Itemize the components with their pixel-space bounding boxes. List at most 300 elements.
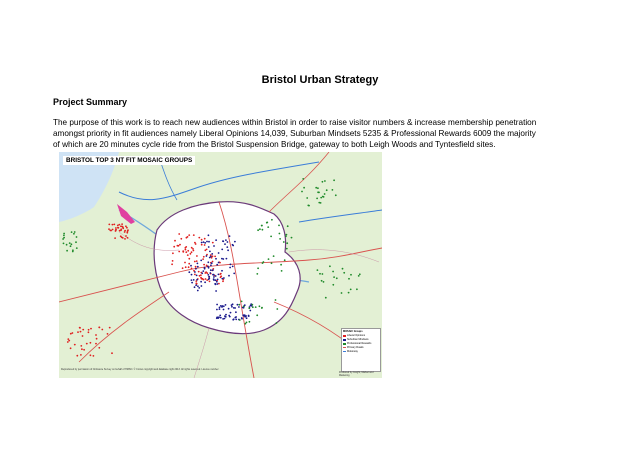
liberal-opinions-dot <box>114 237 116 239</box>
suburban-mindsets-dot <box>233 273 235 275</box>
professional-rewards-dot <box>259 305 261 307</box>
suburban-mindsets-dot <box>208 241 210 243</box>
professional-rewards-dot <box>318 202 320 204</box>
suburban-mindsets-dot <box>191 274 193 276</box>
professional-rewards-dot <box>278 225 280 227</box>
suburban-mindsets-dot <box>216 309 218 311</box>
map-graphic <box>59 152 382 378</box>
professional-rewards-dot <box>261 225 263 227</box>
suburban-mindsets-dot <box>210 264 212 266</box>
liberal-opinions-dot <box>203 264 205 266</box>
liberal-opinions-dot <box>191 268 193 270</box>
suburban-mindsets-dot <box>197 266 199 268</box>
suburban-mindsets-dot <box>219 315 221 317</box>
liberal-opinions-dot <box>203 256 205 258</box>
suburban-mindsets-dot <box>215 258 217 260</box>
liberal-opinions-dot <box>201 278 203 280</box>
professional-rewards-dot <box>267 226 269 228</box>
suburban-mindsets-dot <box>216 281 218 283</box>
professional-rewards-dot <box>268 258 270 260</box>
liberal-opinions-dot <box>90 342 92 344</box>
liberal-opinions-dot <box>206 249 208 251</box>
suburban-mindsets-dot <box>196 279 198 281</box>
suburban-mindsets-dot <box>249 310 251 312</box>
suburban-mindsets-dot <box>227 241 229 243</box>
professional-rewards-dot <box>324 180 326 182</box>
liberal-opinions-dot <box>88 331 90 333</box>
suburban-mindsets-dot <box>197 285 199 287</box>
suburban-mindsets-dot <box>234 241 236 243</box>
legend-item <box>343 346 379 349</box>
professional-rewards-dot <box>261 307 263 309</box>
professional-rewards-dot <box>69 242 71 244</box>
suburban-mindsets-dot <box>191 282 193 284</box>
suburban-mindsets-dot <box>195 268 197 270</box>
professional-rewards-dot <box>326 189 328 191</box>
suburban-mindsets-dot <box>227 249 229 251</box>
professional-rewards-dot <box>318 192 320 194</box>
professional-rewards-dot <box>249 321 251 323</box>
liberal-opinions-dot <box>98 327 100 329</box>
professional-rewards-dot <box>281 270 283 272</box>
liberal-opinions-dot <box>185 266 187 268</box>
professional-rewards-dot <box>270 236 272 238</box>
suburban-mindsets-dot <box>196 275 198 277</box>
professional-rewards-dot <box>343 272 345 274</box>
liberal-opinions-dot <box>190 253 192 255</box>
professional-rewards-dot <box>71 231 73 233</box>
professional-rewards-dot <box>317 187 319 189</box>
liberal-opinions-dot <box>203 279 205 281</box>
suburban-mindsets-dot <box>226 246 228 248</box>
professional-rewards-dot <box>319 273 321 275</box>
professional-rewards-dot <box>348 278 350 280</box>
liberal-opinions-dot <box>196 255 198 257</box>
legend-swatch <box>343 351 346 352</box>
liberal-opinions-dot <box>173 246 175 248</box>
motorway <box>119 162 319 200</box>
professional-rewards-dot <box>317 269 319 271</box>
liberal-opinions-dot <box>124 230 126 232</box>
professional-rewards-dot <box>286 248 288 250</box>
map-producer-credit: Produced by Insight, Market and Marketing <box>339 371 374 377</box>
liberal-opinions-dot <box>124 238 126 240</box>
liberal-opinions-dot <box>174 240 176 242</box>
suburban-mindsets-dot <box>209 272 211 274</box>
suburban-mindsets-dot <box>225 239 227 241</box>
professional-rewards-dot <box>336 277 338 279</box>
liberal-opinions-dot <box>74 344 76 346</box>
liberal-opinions-dot <box>96 338 98 340</box>
liberal-opinions-dot <box>182 250 184 252</box>
professional-rewards-dot <box>66 244 68 246</box>
suburban-mindsets-dot <box>210 269 212 271</box>
suburban-mindsets-dot <box>191 279 193 281</box>
professional-rewards-dot <box>286 242 288 244</box>
liberal-opinions-dot <box>127 237 129 239</box>
liberal-opinions-dot <box>118 227 120 229</box>
liberal-opinions-dot <box>191 247 193 249</box>
professional-rewards-dot <box>306 197 308 199</box>
professional-rewards-dot <box>303 187 305 189</box>
paragraph-line: of which are 20 minutes cycle ride from the Bristol Suspension Bridge, gateway to both Leigh Woods and Tyntesfield sites. <box>53 140 496 149</box>
liberal-opinions-dot <box>115 229 117 231</box>
suburban-mindsets-dot <box>212 269 214 271</box>
suburban-mindsets-dot <box>203 241 205 243</box>
liberal-opinions-dot <box>220 273 222 275</box>
liberal-opinions-dot <box>107 333 109 335</box>
suburban-mindsets-dot <box>237 304 239 306</box>
liberal-opinions-dot <box>187 254 189 256</box>
professional-rewards-dot <box>266 222 268 224</box>
professional-rewards-dot <box>238 304 240 306</box>
legend-item <box>343 334 379 337</box>
liberal-opinions-dot <box>122 226 124 228</box>
suburban-mindsets-dot <box>197 263 199 265</box>
paragraph-line: amongst priority in fit audiences namely Liberal Opinions 14,039, Suburban Mindsets 5235 & Professional Rewards 6009 the majority <box>53 129 536 138</box>
suburban-mindsets-dot <box>232 303 234 305</box>
legend-item <box>343 350 379 353</box>
suburban-mindsets-dot <box>234 317 236 319</box>
suburban-mindsets-dot <box>200 260 202 262</box>
professional-rewards-dot <box>307 205 309 207</box>
liberal-opinions-dot <box>188 258 190 260</box>
professional-rewards-dot <box>285 235 287 237</box>
liberal-opinions-dot <box>67 338 69 340</box>
liberal-opinions-dot <box>204 244 206 246</box>
liberal-opinions-dot <box>214 256 216 258</box>
liberal-opinions-dot <box>200 274 202 276</box>
liberal-opinions-dot <box>126 227 128 229</box>
liberal-opinions-dot <box>67 341 69 343</box>
professional-rewards-dot <box>324 193 326 195</box>
liberal-opinions-dot <box>187 250 189 252</box>
liberal-opinions-dot <box>77 331 79 333</box>
liberal-opinions-dot <box>82 335 84 337</box>
suburban-mindsets-dot <box>204 242 206 244</box>
liberal-opinions-dot <box>101 329 103 331</box>
suburban-mindsets-dot <box>190 265 192 267</box>
liberal-opinions-dot <box>121 223 123 225</box>
professional-rewards-dot <box>276 308 278 310</box>
suburban-mindsets-dot <box>213 276 215 278</box>
liberal-opinions-dot <box>86 343 88 345</box>
map-credit: Reproduced by permission of Ordnance Survey on behalf of HMSO. © Crown copyright and database right 2013. All rights reserved. Licence number <box>61 368 219 371</box>
liberal-opinions-dot <box>79 327 81 329</box>
professional-rewards-dot <box>329 265 331 267</box>
suburban-mindsets-dot <box>211 253 213 255</box>
liberal-opinions-dot <box>111 352 113 354</box>
liberal-opinions-dot <box>212 242 214 244</box>
suburban-mindsets-dot <box>223 309 225 311</box>
professional-rewards-dot <box>248 307 250 309</box>
liberal-opinions-dot <box>120 225 122 227</box>
legend-item <box>343 342 379 345</box>
legend-swatch <box>343 335 346 337</box>
liberal-opinions-dot <box>83 349 85 351</box>
professional-rewards-dot <box>316 198 318 200</box>
suburban-mindsets-dot <box>197 290 199 292</box>
suburban-mindsets-dot <box>213 245 215 247</box>
professional-rewards-dot <box>243 306 245 308</box>
liberal-opinions-dot <box>117 225 119 227</box>
professional-rewards-dot <box>271 262 273 264</box>
suburban-mindsets-dot <box>194 271 196 273</box>
professional-rewards-dot <box>322 181 324 183</box>
suburban-mindsets-dot <box>213 278 215 280</box>
liberal-opinions-dot <box>178 233 180 235</box>
suburban-mindsets-dot <box>204 267 206 269</box>
suburban-mindsets-dot <box>229 267 231 269</box>
page-title: Bristol Urban Strategy <box>261 74 379 86</box>
liberal-opinions-dot <box>82 329 84 331</box>
professional-rewards-dot <box>255 306 257 308</box>
liberal-opinions-dot <box>122 237 124 239</box>
liberal-opinions-dot <box>113 224 115 226</box>
professional-rewards-dot <box>63 235 65 237</box>
professional-rewards-dot <box>279 238 281 240</box>
suburban-mindsets-dot <box>228 308 230 310</box>
professional-rewards-dot <box>323 281 325 283</box>
professional-rewards-dot <box>291 237 293 239</box>
suburban-mindsets-dot <box>206 255 208 257</box>
liberal-opinions-dot <box>72 332 74 334</box>
suburban-mindsets-dot <box>228 275 230 277</box>
liberal-opinions-dot <box>182 267 184 269</box>
professional-rewards-dot <box>259 228 261 230</box>
liberal-opinions-dot <box>172 260 174 262</box>
liberal-opinions-dot <box>112 229 114 231</box>
suburban-mindsets-dot <box>216 317 218 319</box>
suburban-mindsets-dot <box>198 287 200 289</box>
suburban-mindsets-dot <box>206 241 208 243</box>
suburban-mindsets-dot <box>201 285 203 287</box>
liberal-opinions-dot <box>184 262 186 264</box>
suburban-mindsets-dot <box>229 235 231 237</box>
liberal-opinions-dot <box>172 252 174 254</box>
professional-rewards-dot <box>350 289 352 291</box>
suburban-mindsets-dot <box>231 306 233 308</box>
professional-rewards-dot <box>325 297 327 299</box>
legend-label: Professional Rewards <box>347 342 372 345</box>
liberal-opinions-dot <box>195 282 197 284</box>
liberal-opinions-dot <box>206 272 208 274</box>
suburban-mindsets-dot <box>215 279 217 281</box>
suburban-mindsets-dot <box>215 239 217 241</box>
liberal-opinions-dot <box>179 244 181 246</box>
professional-rewards-dot <box>73 233 75 235</box>
suburban-mindsets-dot <box>193 279 195 281</box>
suburban-mindsets-dot <box>216 264 218 266</box>
liberal-opinions-dot <box>194 261 196 263</box>
suburban-mindsets-dot <box>201 272 203 274</box>
liberal-opinions-dot <box>196 260 198 262</box>
liberal-opinions-dot <box>120 235 122 237</box>
professional-rewards-dot <box>342 268 344 270</box>
liberal-opinions-dot <box>70 333 72 335</box>
liberal-opinions-dot <box>120 228 122 230</box>
suburban-mindsets-dot <box>241 318 243 320</box>
liberal-opinions-dot <box>185 249 187 251</box>
professional-rewards-dot <box>256 273 258 275</box>
liberal-opinions-dot <box>88 329 90 331</box>
professional-rewards-dot <box>275 299 277 301</box>
professional-rewards-dot <box>62 238 64 240</box>
suburban-mindsets-dot <box>204 281 206 283</box>
liberal-opinions-dot <box>198 237 200 239</box>
suburban-mindsets-dot <box>215 275 217 277</box>
liberal-opinions-dot <box>195 266 197 268</box>
suburban-mindsets-dot <box>225 304 227 306</box>
professional-rewards-dot <box>75 241 77 243</box>
suburban-mindsets-dot <box>221 258 223 260</box>
professional-rewards-dot <box>321 280 323 282</box>
liberal-opinions-dot <box>178 251 180 253</box>
liberal-opinions-dot <box>80 345 82 347</box>
suburban-mindsets-dot <box>194 286 196 288</box>
liberal-opinions-dot <box>80 354 82 356</box>
suburban-mindsets-dot <box>188 271 190 273</box>
liberal-opinions-dot <box>98 347 100 349</box>
liberal-opinions-dot <box>76 355 78 357</box>
liberal-opinions-dot <box>68 340 70 342</box>
liberal-opinions-dot <box>95 334 97 336</box>
liberal-opinions-dot <box>108 228 110 230</box>
suburban-mindsets-dot <box>207 261 209 263</box>
suburban-mindsets-dot <box>222 318 224 320</box>
professional-rewards-dot <box>273 255 275 257</box>
professional-rewards-dot <box>256 314 258 316</box>
liberal-opinions-dot <box>109 230 111 232</box>
professional-rewards-dot <box>239 319 241 321</box>
professional-rewards-dot <box>262 229 264 231</box>
professional-rewards-dot <box>350 274 352 276</box>
suburban-mindsets-dot <box>246 317 248 319</box>
suburban-mindsets-dot <box>238 306 240 308</box>
liberal-opinions-dot <box>194 242 196 244</box>
professional-rewards-dot <box>76 247 78 249</box>
suburban-mindsets-dot <box>242 314 244 316</box>
section-heading: Project Summary <box>53 97 128 107</box>
liberal-opinions-dot <box>220 276 222 278</box>
suburban-mindsets-dot <box>216 283 218 285</box>
map-title: BRISTOL TOP 3 NT FIT MOSAIC GROUPS <box>63 156 195 165</box>
suburban-mindsets-dot <box>222 240 224 242</box>
suburban-mindsets-dot <box>222 305 224 307</box>
liberal-opinions-dot <box>127 230 129 232</box>
suburban-mindsets-dot <box>221 249 223 251</box>
liberal-opinions-dot <box>193 250 195 252</box>
suburban-mindsets-dot <box>218 262 220 264</box>
professional-rewards-dot <box>72 249 74 251</box>
professional-rewards-dot <box>332 271 334 273</box>
professional-rewards-dot <box>323 196 325 198</box>
professional-rewards-dot <box>332 189 334 191</box>
avonmouth-docks <box>117 204 135 224</box>
liberal-opinions-dot <box>90 354 92 356</box>
suburban-mindsets-dot <box>202 270 204 272</box>
professional-rewards-dot <box>358 275 360 277</box>
professional-rewards-dot <box>286 234 288 236</box>
professional-rewards-dot <box>320 197 322 199</box>
suburban-mindsets-dot <box>232 266 234 268</box>
liberal-opinions-dot <box>70 347 72 349</box>
professional-rewards-dot <box>63 243 65 245</box>
suburban-mindsets-dot <box>219 307 221 309</box>
suburban-mindsets-dot <box>230 264 232 266</box>
suburban-mindsets-dot <box>208 276 210 278</box>
liberal-opinions-dot <box>198 271 200 273</box>
professional-rewards-dot <box>66 250 68 252</box>
suburban-mindsets-dot <box>215 290 217 292</box>
liberal-opinions-dot <box>201 244 203 246</box>
professional-rewards-dot <box>245 323 247 325</box>
professional-rewards-dot <box>284 259 286 261</box>
liberal-opinions-dot <box>109 327 111 329</box>
legend-swatch <box>343 339 346 341</box>
professional-rewards-dot <box>279 233 281 235</box>
liberal-opinions-dot <box>178 245 180 247</box>
liberal-opinions-dot <box>201 239 203 241</box>
professional-rewards-dot <box>359 273 361 275</box>
professional-rewards-dot <box>315 187 317 189</box>
suburban-mindsets-dot <box>228 315 230 317</box>
liberal-opinions-dot <box>204 238 206 240</box>
professional-rewards-dot <box>333 179 335 181</box>
legend-label: Primary Roads <box>347 346 364 349</box>
professional-rewards-dot <box>276 322 278 324</box>
suburban-mindsets-dot <box>213 274 215 276</box>
liberal-opinions-dot <box>191 251 193 253</box>
legend-label: Liberal Opinions <box>347 334 366 337</box>
suburban-mindsets-dot <box>218 252 220 254</box>
legend-item <box>343 338 379 341</box>
liberal-opinions-dot <box>205 278 207 280</box>
paragraph-line: The purpose of this work is to reach new audiences within Bristol in order to raise visitor numbers & increase membership penetration <box>53 118 537 127</box>
suburban-mindsets-dot <box>220 317 222 319</box>
suburban-mindsets-dot <box>224 243 226 245</box>
liberal-opinions-dot <box>180 238 182 240</box>
primary-road <box>79 292 169 362</box>
liberal-opinions-dot <box>188 263 190 265</box>
professional-rewards-dot <box>335 194 337 196</box>
suburban-mindsets-dot <box>217 279 219 281</box>
legend-label: Motorway <box>347 350 358 353</box>
suburban-mindsets-dot <box>219 308 221 310</box>
professional-rewards-dot <box>280 264 282 266</box>
suburban-mindsets-dot <box>218 274 220 276</box>
professional-rewards-dot <box>356 288 358 290</box>
suburban-mindsets-dot <box>221 278 223 280</box>
professional-rewards-dot <box>333 276 335 278</box>
liberal-opinions-dot <box>171 263 173 265</box>
liberal-opinions-dot <box>188 266 190 268</box>
suburban-mindsets-dot <box>209 257 211 259</box>
suburban-mindsets-dot <box>195 284 197 286</box>
professional-rewards-dot <box>262 262 264 264</box>
legend-swatch <box>343 343 346 345</box>
suburban-mindsets-dot <box>208 277 210 279</box>
suburban-mindsets-dot <box>208 246 210 248</box>
suburban-mindsets-dot <box>235 319 237 321</box>
liberal-opinions-dot <box>222 280 224 282</box>
professional-rewards-dot <box>70 245 72 247</box>
suburban-mindsets-dot <box>235 311 237 313</box>
legend-label: Suburban Mindsets <box>347 338 369 341</box>
liberal-opinions-dot <box>95 343 97 345</box>
liberal-opinions-dot <box>186 237 188 239</box>
map-legend <box>341 328 381 372</box>
